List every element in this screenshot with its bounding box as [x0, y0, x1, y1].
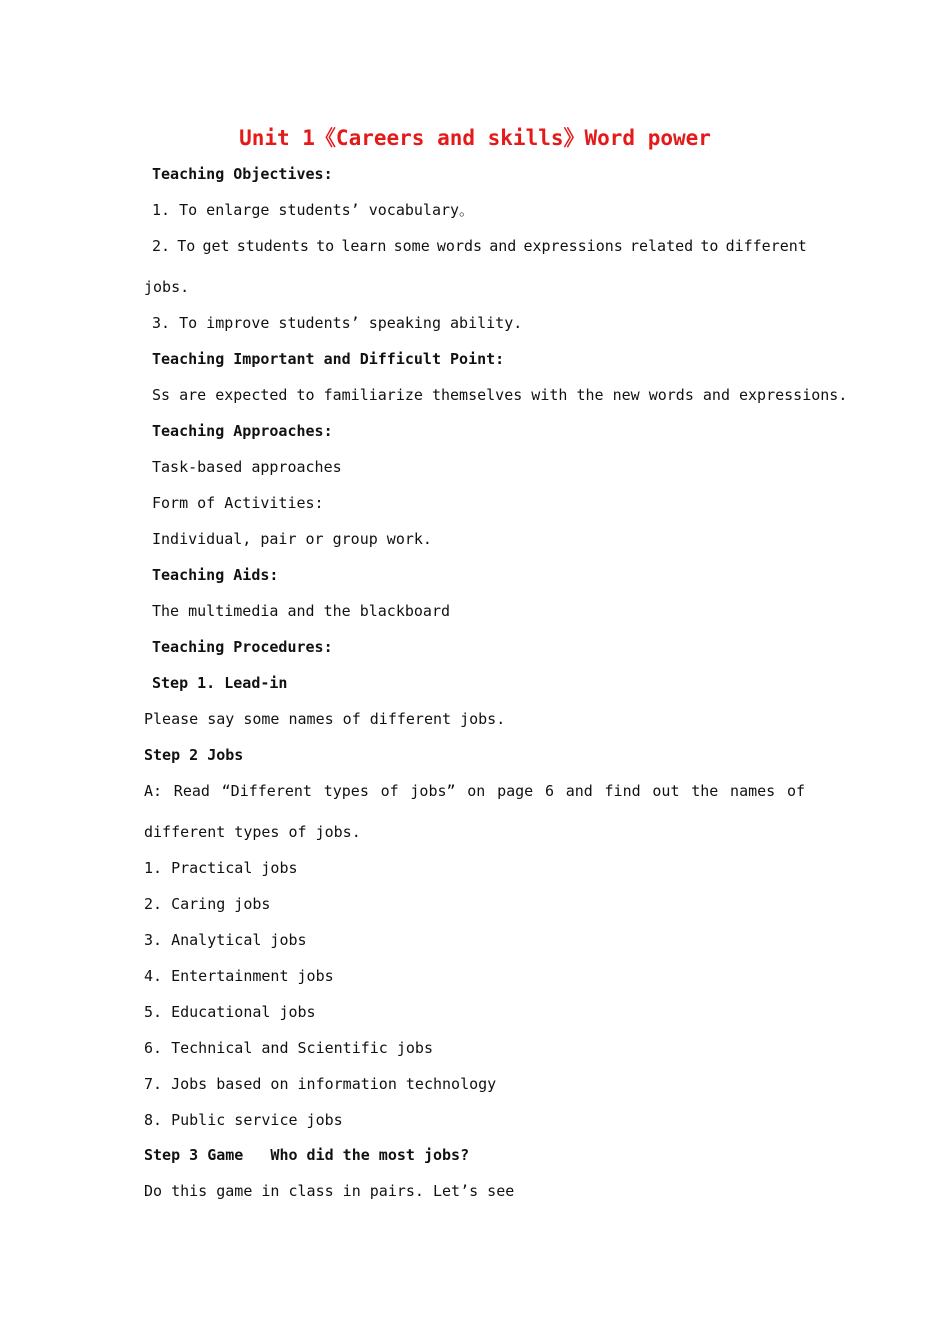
job-list-item: 3. Analytical jobs — [144, 931, 307, 949]
important-text: Ss are expected to familiarize themselves with the new words and expressions. — [152, 386, 848, 404]
word: 6 — [544, 782, 554, 800]
form-text: Individual, pair or group work. — [152, 530, 432, 548]
word: different — [725, 237, 807, 255]
step2-text-line-1 — [144, 781, 805, 801]
word: learn — [341, 237, 387, 255]
aids-heading: Teaching Aids: — [152, 566, 279, 584]
step1-text: Please say some names of different jobs. — [144, 710, 506, 728]
form-label: Form of Activities: — [152, 494, 324, 512]
job-list-item: 1. Practical jobs — [144, 859, 298, 877]
word: find — [604, 782, 641, 800]
word: to — [316, 237, 335, 255]
word: students — [236, 237, 309, 255]
word: jobs” — [410, 782, 456, 800]
objective-item-2-line-1 — [152, 236, 807, 256]
job-list-item: 2. Caring jobs — [144, 895, 271, 913]
word: get — [202, 237, 230, 255]
word: Read — [173, 782, 210, 800]
objectives-heading: Teaching Objectives: — [152, 165, 333, 183]
procedures-heading: Teaching Procedures: — [152, 638, 333, 656]
word: expressions — [523, 237, 623, 255]
word: related — [629, 237, 694, 255]
word: names — [730, 782, 776, 800]
job-list-item: 5. Educational jobs — [144, 1003, 316, 1021]
word: of — [380, 782, 399, 800]
step2-heading: Step 2 Jobs — [144, 746, 244, 764]
approaches-text: Task-based approaches — [152, 458, 342, 476]
word: to — [700, 237, 719, 255]
approaches-heading: Teaching Approaches: — [152, 422, 333, 440]
word: “Different — [221, 782, 312, 800]
word: and — [489, 237, 517, 255]
step3-heading: Step 3 Game Who did the most jobs? — [144, 1146, 470, 1164]
step3-text: Do this game in class in pairs. Let’s see — [144, 1182, 515, 1200]
job-list-item: 4. Entertainment jobs — [144, 967, 334, 985]
word: To — [177, 237, 196, 255]
word: out — [652, 782, 680, 800]
objective-item-3: 3. To improve students’ speaking ability. — [152, 314, 523, 332]
document-title: Unit 1《Careers and skills》Word power — [239, 126, 711, 150]
word: words — [436, 237, 483, 255]
aids-text: The multimedia and the blackboard — [152, 602, 451, 620]
word: types — [323, 782, 369, 800]
step2-text-line-2: different types of jobs. — [144, 823, 361, 841]
objective-item-2-line-2: jobs. — [144, 278, 190, 296]
word: the — [691, 782, 719, 800]
word: of — [786, 782, 805, 800]
job-list-item: 7. Jobs based on information technology — [144, 1075, 497, 1093]
important-heading: Teaching Important and Difficult Point: — [152, 350, 505, 368]
job-list-item: 8. Public service jobs — [144, 1111, 343, 1129]
step1-heading: Step 1. Lead-in — [152, 674, 288, 692]
word: some — [393, 237, 430, 255]
objective-item-1: 1. To enlarge students’ vocabulary。 — [152, 201, 475, 219]
word: page — [497, 782, 534, 800]
job-list-item: 6. Technical and Scientific jobs — [144, 1039, 433, 1057]
word: and — [565, 782, 593, 800]
word: 2. — [152, 237, 171, 255]
word: on — [467, 782, 486, 800]
word: A: — [144, 782, 163, 800]
